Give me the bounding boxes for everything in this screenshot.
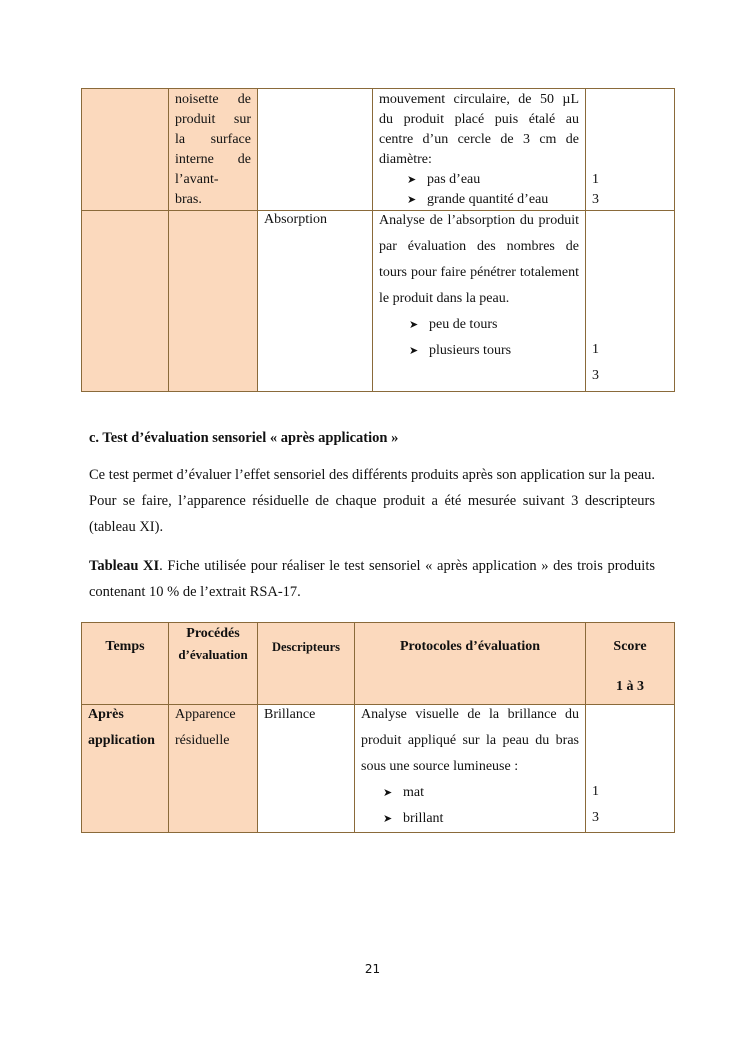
table-header-row: [82, 623, 675, 705]
header-procedes: Procédés d’évaluation: [169, 623, 258, 705]
table-cell-procede: [169, 211, 258, 392]
header-protocoles: Protocoles d’évaluation: [355, 623, 586, 705]
arrow-bullet-icon: ➤: [407, 174, 417, 186]
list-item: ➤ pas d’eau: [379, 170, 579, 190]
table-row: [82, 705, 675, 833]
table-row: [82, 89, 675, 211]
table-caption: [89, 553, 655, 605]
cell-line: interne de: [175, 152, 251, 167]
score-value: 1: [592, 784, 599, 799]
cell-line: diamètre:: [379, 152, 432, 167]
body-paragraph: Ce test permet d’évaluer l’effet sensoriel des différents produits après son application sur la peau. Pour se faire, l’apparence résiduelle de chaque produit a été mesurée suivant 3 descripteurs (tableau XI).: [89, 467, 655, 535]
section-heading: c. Test d’évaluation sensoriel « après application »: [89, 430, 399, 446]
arrow-bullet-icon: ➤: [383, 787, 393, 799]
score-value: 1: [592, 342, 599, 357]
cell-line: l’avant-: [175, 172, 219, 187]
header-score: Score 1 à 3: [586, 623, 675, 705]
cell-line: mouvement circulaire, de 50 µL: [379, 92, 579, 107]
table-cell-temps: [82, 89, 169, 211]
arrow-bullet-icon: ➤: [407, 194, 417, 206]
caption-text: . Fiche utilisée pour réaliser le test sensoriel « après application » des trois produits contenant 10 % de l’extrait RSA-17.: [89, 558, 655, 600]
arrow-bullet-icon: ➤: [383, 813, 393, 825]
caption-label: Tableau XI: [89, 558, 160, 574]
table-row: [82, 211, 675, 392]
table-cell-temps: [82, 211, 169, 392]
cell-line: du produit placé puis étalé au: [379, 112, 579, 127]
table-cell-procede: Apparence résiduelle: [169, 705, 258, 833]
protocol-text: Analyse de l’absorption du produit par évaluation des nombres de tours pour faire pénétrer totalement le produit dans la peau.: [379, 213, 579, 306]
table-cell-score: [586, 211, 675, 392]
table-cell-descriptor: Brillance: [258, 705, 355, 833]
cell-line: noisette de: [175, 92, 251, 107]
table-apres-application: [81, 622, 675, 833]
cell-line: centre d’un cercle de 3 cm de: [379, 132, 579, 147]
score-value: 3: [592, 810, 599, 825]
list-item: ➤ plusieurs tours: [373, 338, 585, 364]
list-item: ➤ mat: [355, 780, 585, 806]
score-value: 3: [592, 368, 599, 383]
table-cell-descriptor: [258, 211, 373, 392]
protocol-text: Analyse visuelle de la brillance du produit appliqué sur la peau du bras sous une source lumineuse :: [361, 707, 579, 774]
arrow-bullet-icon: ➤: [409, 319, 419, 331]
score-value: 1: [592, 172, 599, 187]
cell-line: produit sur: [175, 112, 251, 127]
arrow-bullet-icon: ➤: [409, 345, 419, 357]
table-continued: [81, 88, 675, 392]
table-cell-descriptor: [258, 89, 373, 211]
cell-line: la surface: [175, 132, 251, 147]
list-item: ➤ peu de tours: [373, 312, 585, 338]
score-value: 3: [592, 192, 599, 207]
table-cell-protocol: [373, 89, 586, 211]
list-item: ➤ brillant: [355, 806, 585, 832]
table-cell-protocol: [355, 705, 586, 833]
table-cell-procede: [169, 89, 258, 211]
cell-line: bras.: [175, 192, 202, 207]
table-cell-temps: Après application: [82, 705, 169, 833]
table-cell-score: [586, 89, 675, 211]
list-item: ➤ grande quantité d’eau: [379, 190, 579, 210]
descriptor-text: Absorption: [264, 212, 327, 227]
table-cell-score: [586, 705, 675, 833]
header-descripteurs: Descripteurs: [258, 623, 355, 705]
header-temps: Temps: [82, 623, 169, 705]
table-cell-protocol: [373, 211, 586, 392]
page-number: 21: [364, 962, 381, 976]
